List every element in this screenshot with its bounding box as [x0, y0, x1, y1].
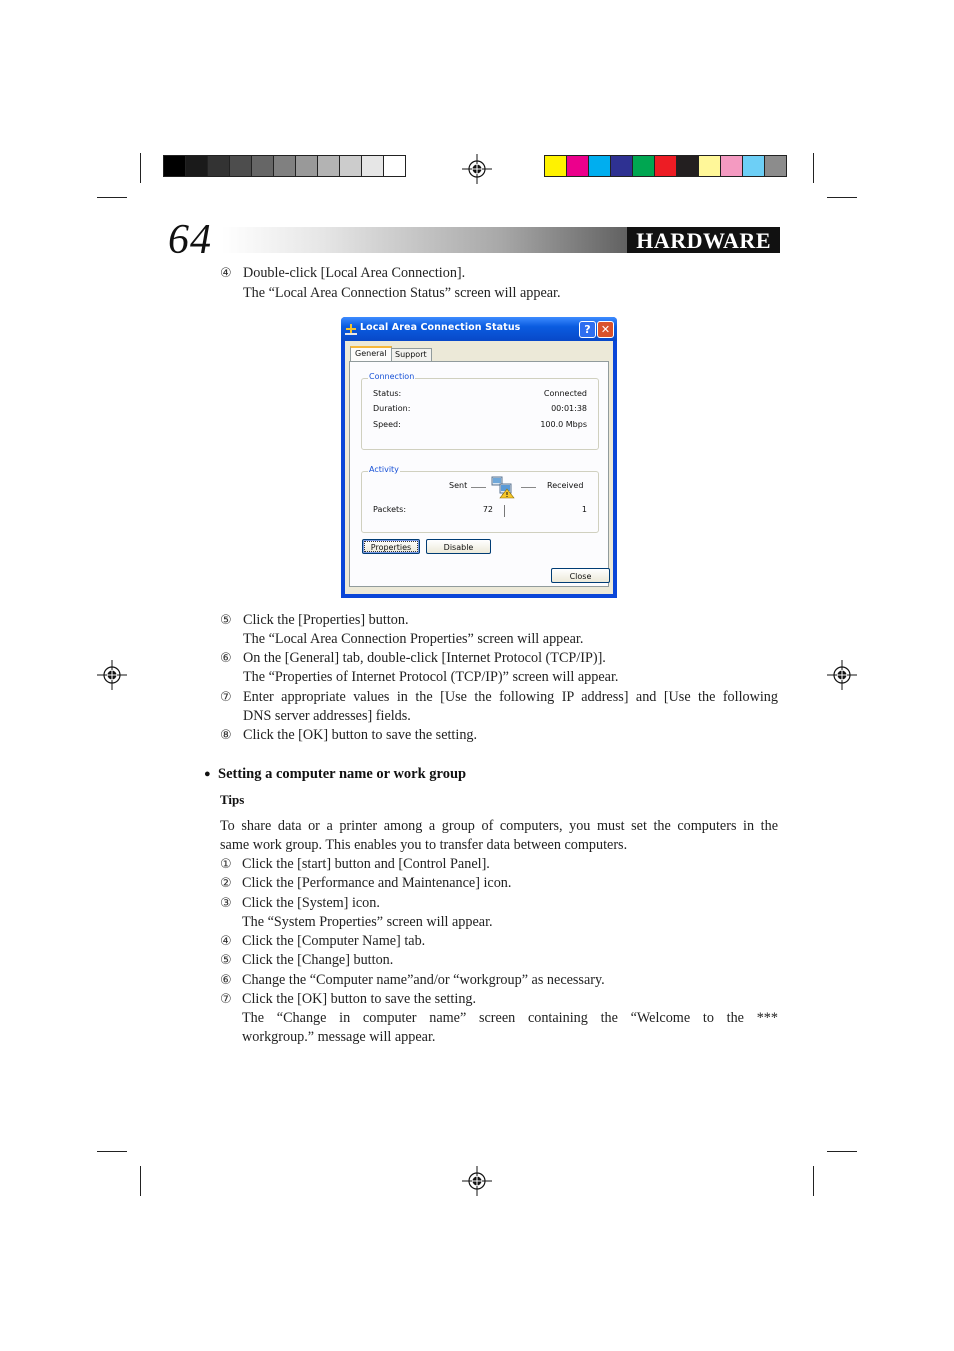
step-text: Click the [start] button and [Control Panel]. — [242, 856, 490, 872]
registration-mark-icon — [97, 660, 127, 690]
step-text: Change the “Computer name”and/or “workgroup” as necessary. — [242, 972, 605, 988]
color-swatch — [633, 156, 655, 176]
crop-mark — [813, 1166, 814, 1196]
step-number: ⑧ — [220, 728, 232, 743]
packets-divider — [504, 505, 505, 517]
color-swatch — [296, 156, 318, 176]
color-swatch — [765, 156, 786, 176]
section-title: HARDWARE — [627, 227, 780, 253]
color-swatch — [208, 156, 230, 176]
step-text: Click the [Performance and Maintenance] icon. — [242, 875, 512, 891]
sent-line — [471, 487, 486, 488]
tips-label: Tips — [220, 792, 245, 807]
step-note: workgroup.” message will appear. — [242, 1029, 436, 1045]
step-note: DNS server addresses] fields. — [243, 708, 411, 724]
crop-mark — [140, 1166, 141, 1196]
step-note: The “Properties of Internet Protocol (TCP/IP)” screen will appear. — [243, 669, 619, 685]
step-text: On the [General] tab, double-click [Internet Protocol (TCP/IP)]. — [243, 650, 606, 666]
received-line — [521, 487, 536, 488]
duration-value: 00:01:38 — [551, 404, 587, 413]
color-swatch — [274, 156, 296, 176]
crop-mark — [827, 1151, 857, 1152]
step-note: The “Local Area Connection Status” screen will appear. — [243, 285, 561, 301]
connection-group-label: Connection — [369, 372, 415, 381]
crop-mark — [827, 197, 857, 198]
section-heading: Setting a computer name or work group — [218, 766, 467, 782]
crop-mark — [97, 197, 127, 198]
disable-button[interactable]: Disable — [426, 539, 491, 554]
step-text: Click the [Computer Name] tab. — [242, 933, 426, 949]
page-number: 64 — [168, 217, 212, 263]
intro-text: same work group. This enables you to transfer data between computers. — [220, 837, 628, 853]
step-text: Click the [Properties] button. — [243, 612, 409, 628]
step-number: ① — [220, 857, 232, 872]
packets-sent-value: 72 — [482, 505, 493, 514]
step-number: ⑦ — [220, 690, 232, 705]
tab-general[interactable]: General — [350, 346, 392, 361]
network-connection-icon — [345, 323, 357, 335]
intro-text: To share data or a printer among a group of computers, you must set the computers in the — [220, 818, 778, 834]
title-close-button[interactable]: ✕ — [597, 321, 614, 338]
color-swatch — [340, 156, 362, 176]
tab-support[interactable]: Support — [390, 348, 432, 361]
color-swatch — [230, 156, 252, 176]
step-text: Click the [System] icon. — [242, 895, 380, 911]
color-swatch — [252, 156, 274, 176]
step-number: ⑤ — [220, 613, 232, 628]
status-value: Connected — [543, 389, 587, 398]
crop-mark — [813, 153, 814, 183]
color-swatch — [743, 156, 765, 176]
sent-label: Sent — [449, 481, 468, 490]
packets-received-value: 1 — [581, 505, 587, 514]
step-text: Click the [OK] button to save the setting. — [242, 991, 477, 1007]
registration-mark-icon — [462, 154, 492, 184]
color-swatch — [362, 156, 384, 176]
step-number: ⑤ — [220, 953, 232, 968]
color-swatch — [677, 156, 699, 176]
dialog-title-bar — [341, 317, 617, 341]
step-note: The “System Properties” screen will appear. — [242, 914, 493, 930]
received-label: Received — [547, 481, 584, 490]
color-calibration-bar — [544, 155, 787, 177]
step-text: Enter appropriate values in the [Use the following IP address] and [Use the following — [243, 689, 778, 705]
close-button[interactable]: Close — [551, 568, 610, 583]
activity-group — [361, 465, 599, 533]
step-text: Double-click [Local Area Connection]. — [243, 265, 466, 281]
section-bullet: ● — [204, 768, 211, 780]
color-swatch — [721, 156, 743, 176]
color-swatch — [611, 156, 633, 176]
step-note: The “Change in computer name” screen containing the “Welcome to the *** — [242, 1010, 778, 1026]
step-number: ⑥ — [220, 973, 232, 988]
step-number: ⑥ — [220, 651, 232, 666]
network-activity-icon — [490, 474, 516, 500]
connection-status-dialog — [341, 317, 617, 598]
help-button[interactable]: ? — [579, 321, 596, 338]
dialog-title: Local Area Connection Status — [360, 322, 521, 333]
section-header-bar — [222, 227, 780, 253]
registration-mark-icon — [827, 660, 857, 690]
step-text: Click the [OK] button to save the setting. — [243, 727, 478, 743]
duration-label: Duration: — [373, 404, 411, 413]
step-text: Click the [Change] button. — [242, 952, 394, 968]
step-number: ④ — [220, 266, 232, 281]
crop-mark — [97, 1151, 127, 1152]
speed-value: 100.0 Mbps — [540, 420, 587, 429]
color-swatch — [699, 156, 721, 176]
step-number: ④ — [220, 934, 232, 949]
step-number: ③ — [220, 896, 232, 911]
connection-group — [361, 372, 599, 450]
properties-button[interactable]: Properties — [362, 539, 420, 554]
grayscale-calibration-bar — [163, 155, 406, 177]
color-swatch — [545, 156, 567, 176]
step-number: ⑦ — [220, 992, 232, 1007]
color-swatch — [164, 156, 186, 176]
color-swatch — [186, 156, 208, 176]
packets-label: Packets: — [373, 505, 407, 514]
color-swatch — [655, 156, 677, 176]
tab-panel — [349, 361, 609, 587]
speed-label: Speed: — [373, 420, 401, 429]
dialog-body — [345, 341, 613, 594]
status-label: Status: — [373, 389, 402, 398]
step-number: ② — [220, 876, 232, 891]
registration-mark-icon — [462, 1166, 492, 1196]
activity-group-label: Activity — [369, 465, 399, 474]
color-swatch — [567, 156, 589, 176]
color-swatch — [589, 156, 611, 176]
step-note: The “Local Area Connection Properties” screen will appear. — [243, 631, 584, 647]
color-swatch — [384, 156, 405, 176]
crop-mark — [140, 153, 141, 183]
color-swatch — [318, 156, 340, 176]
